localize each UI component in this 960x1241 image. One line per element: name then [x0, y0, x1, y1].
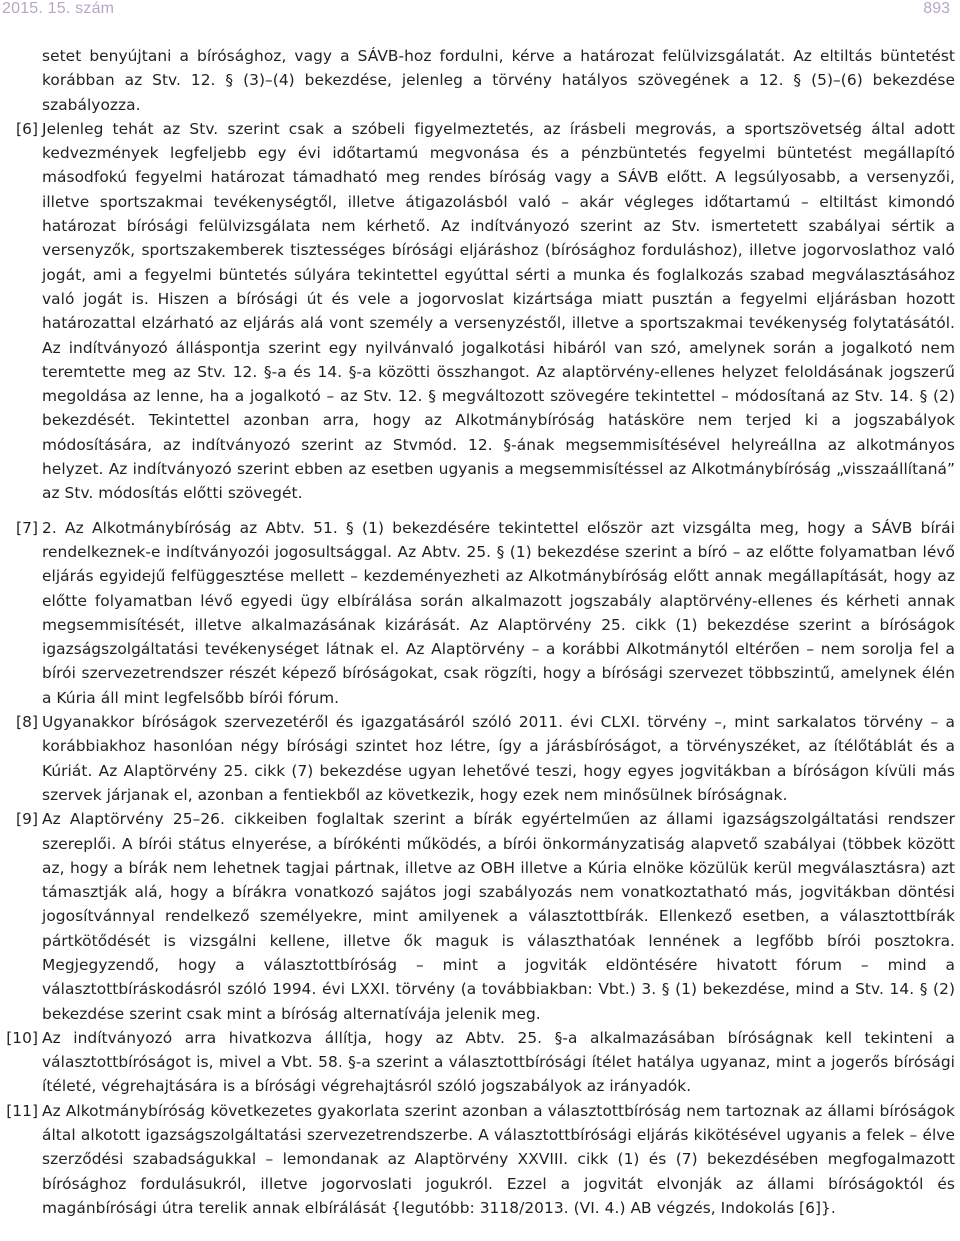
- paragraph-number: [8]: [16, 713, 38, 732]
- document-body: [6, 44, 955, 1220]
- running-header: [0, 0, 960, 26]
- paragraph-text: Az indítványozó arra hivatkozva állítja, hogy az Abtv. 25. §-a alkalmazásában bíróságnak kell tekinteni a választottbíróságot is, mivel a Vbt. 58. §-a szerint a választottbírósági ítélet hatálya ugyanaz, mint a jogerős bírósági ítéleté, végrehajtására is a bírósági végrehajtásról szóló jogszabályok az irányadók.: [42, 1028, 955, 1096]
- paragraph-number: [6]: [16, 119, 38, 138]
- paragraph-11: [6, 1099, 955, 1220]
- paragraph-10: [6, 1026, 955, 1099]
- paragraph-text: setet benyújtani a bírósághoz, vagy a SÁVB-hoz fordulni, kérve a határozat felülvizsgálatát. Az eltiltás büntetést korábban az Stv. 12. § (3)–(4) bekezdése, jelenleg a törvény hatályos szövegének a 12. § (5)–(6) bekezdése szabályozza.: [42, 47, 955, 114]
- paragraph-text: 2. Az Alkotmánybíróság az Abtv. 51. § (1) bekezdésére tekintettel először azt vizsgálta meg, hogy a SÁVB bírái rendelkeznek-e indítványozói jogosultsággal. Az Abtv. 25. § (1) bekezdése szerint a bíró – az előtte folyamatban lévő eljárás egyidejű felfüggesztése mellett – kezdeményezheti az Alkotmánybíróság előtt annak megállapítását, hogy az előtte folyamatban lévő egyedi ügy elbírálása során alkalmazott jogszabály alaptörvény-ellenes és kérheti annak megsemmisítését, illetve alkalmazásának kizárását. Az Alaptörvény 25. cikk (1) bekezdése szerint a bíróságok igazságszolgáltatási tevékenységet látnak el. Az Alaptörvény – a korábbi Alkotmánytól eltérően – nem sorolja fel a bírói szervezetrendszer részét képező bíróságokat, csak rögzíti, hogy a bírósági szervezet többszintű, amelynek élén a Kúria áll mint legfelsőbb bírói fórum.: [42, 518, 955, 707]
- paragraph-7: [16, 516, 955, 710]
- paragraph-text: Az Alkotmánybíróság következetes gyakorlata szerint azonban a választottbíróság nem tartoznak az állami bíróságok által alkotott igazságszolgáltatási szervezetrendszerbe. A választottbírósági eljárás kikötésével ugyanis a felek – élve szerződési szabadságukkal – lemondanak az Alaptörvény XXVIII. cikk (1) és (7) bekezdésében megfogalmazott bírósághoz fordulásukról, illetve jogorvoslati jogukról. Ezzel a jogvitát elvonják az állami bíróságoktól és magánbírósági útra terelik annak elbírálását {legutóbb: 3118/2013. (VI. 4.) AB végzés, Indokolás [6]}.: [42, 1101, 955, 1217]
- page-number: 893: [923, 0, 950, 17]
- paragraph-text: Jelenleg tehát az Stv. szerint csak a szóbeli figyelmeztetés, az írásbeli megrovás, a sportszövetség által adott kedvezmények legfeljebb egy évi időtartamú megvonása és a pénzbüntetés fegyelmi büntetést megállapító másodfokú fegyelmi határozat támadható meg rendes bíróság vagy a SÁVB előtt. A legsúlyosabb, a versenyzői, illetve sportszakmai tevékenységtől, illetve átigazolásból való – akár végleges időtartamú – eltiltást kimondó határozat bírósági felülvizsgálata nem kérhető. Az indítványozó szerint az Stv. ismertetett szabályai sértik a versenyzők, sportszakemberek tisztességes bírósági eljáráshoz (bírósághoz forduláshoz), illetve jogorvoslathoz való jogát, ami a fegyelmi büntetés súlyára tekintettel egyúttal sérti a munka és foglalkozás szabad megválasztásához való jogát is. Hiszen a bírósági út és vele a jogorvoslat kizártsága miatt pusztán a fegyelmi eljárásban hozott határozattal elzárható az eljárás alá vont személy a versenyzéstől, illetve a sportszakmai tevékenység folytatásától. Az indítványozó álláspontja szerint egy nyilvánvaló jogalkotási hibáról van szó, amelynek során a jogalkotó nem teremtette meg az Stv. 12. §-a és 14. §-a közötti összhangot. Az alaptörvény-ellenes helyzet feloldásának jogszerű megoldása az lenne, ha a jogalkotó – az Stv. 12. § megváltozott szövegére tekintettel – módosítaná az Stv. 14. § (2) bekezdését. Tekintettel azonban arra, hogy az Alkotmánybíróság hatásköre nem terjed ki a jogszabályok módosítására, az indítványozó szerint az Stvmód. 12. §-ának megsemmisítésével helyreállna az alkotmányos helyzet. Az indítványozó szerint ebben az esetben ugyanis a megsemmisítéssel az Alkotmánybíróság „visszaállítaná” az Stv. módosítás előtti szövegét.: [42, 119, 955, 503]
- paragraph-text: Ugyanakkor bíróságok szervezetéről és igazgatásáról szóló 2011. évi CLXI. törvény –, mint sarkalatos törvény – a korábbiakhoz hasonlóan négy bírósági szintet hoz létre, így a járásbíróságot, a törvényszéket, az ítélőtáblát és a Kúriát. Az Alaptörvény 25. cikk (7) bekezdése ugyan lehetővé teszi, hogy egyes jogvitákban a bíróságon kívüli más szervek járjanak el, azonban a fentiekből az következik, hogy ezek nem minősülnek bíróságnak.: [42, 713, 955, 804]
- paragraph-number: [11]: [6, 1101, 38, 1120]
- paragraph-number: [9]: [16, 810, 38, 829]
- paragraph-9: [16, 807, 955, 1026]
- paragraph-number: [7]: [16, 518, 38, 537]
- issue-label: 2015. 15. szám: [2, 0, 115, 17]
- paragraph-8: [16, 710, 955, 807]
- paragraph-6: [16, 117, 955, 506]
- paragraph-continuation: [42, 44, 955, 117]
- paragraph-number: [10]: [6, 1028, 38, 1047]
- paragraph-text: Az Alaptörvény 25–26. cikkeiben foglaltak szerint a bírák egyértelműen az állami igazságszolgáltatási rendszer szereplői. A bírói státus elnyerése, a bírókénti működés, a bírói önkormányzatiság alapvető szabályai (többek között az, hogy a bírák nem lehetnek tagjai pártnak, illetve az OBH illetve a Kúria elnöke közülük kerül megválasztásra) azt támasztják alá, hogy a bírákra vonatkozó sajátos jogi szabályozás nem vonatkoztatható más, jogvitákban döntési jogosítvánnyal rendelkező személyekre, mint amilyenek a választottbírák. Ellenkező esetben, a választottbírák pártkötődését is vizsgálni kellene, illetve ők maguk is választhatóak lennének a legfőbb bírói posztokra. Megjegyzendő, hogy a választottbíróság – mint a jogviták eldöntésére hivatott fórum – mind a választottbíráskodásról szóló 1994. évi LXXI. törvény (a továbbiakban: Vbt.) 3. § (1) bekezdése, mind a Stv. 14. § (2) bekezdése szerint csak mint a bíróság alternatívája jelenik meg.: [42, 810, 955, 1023]
